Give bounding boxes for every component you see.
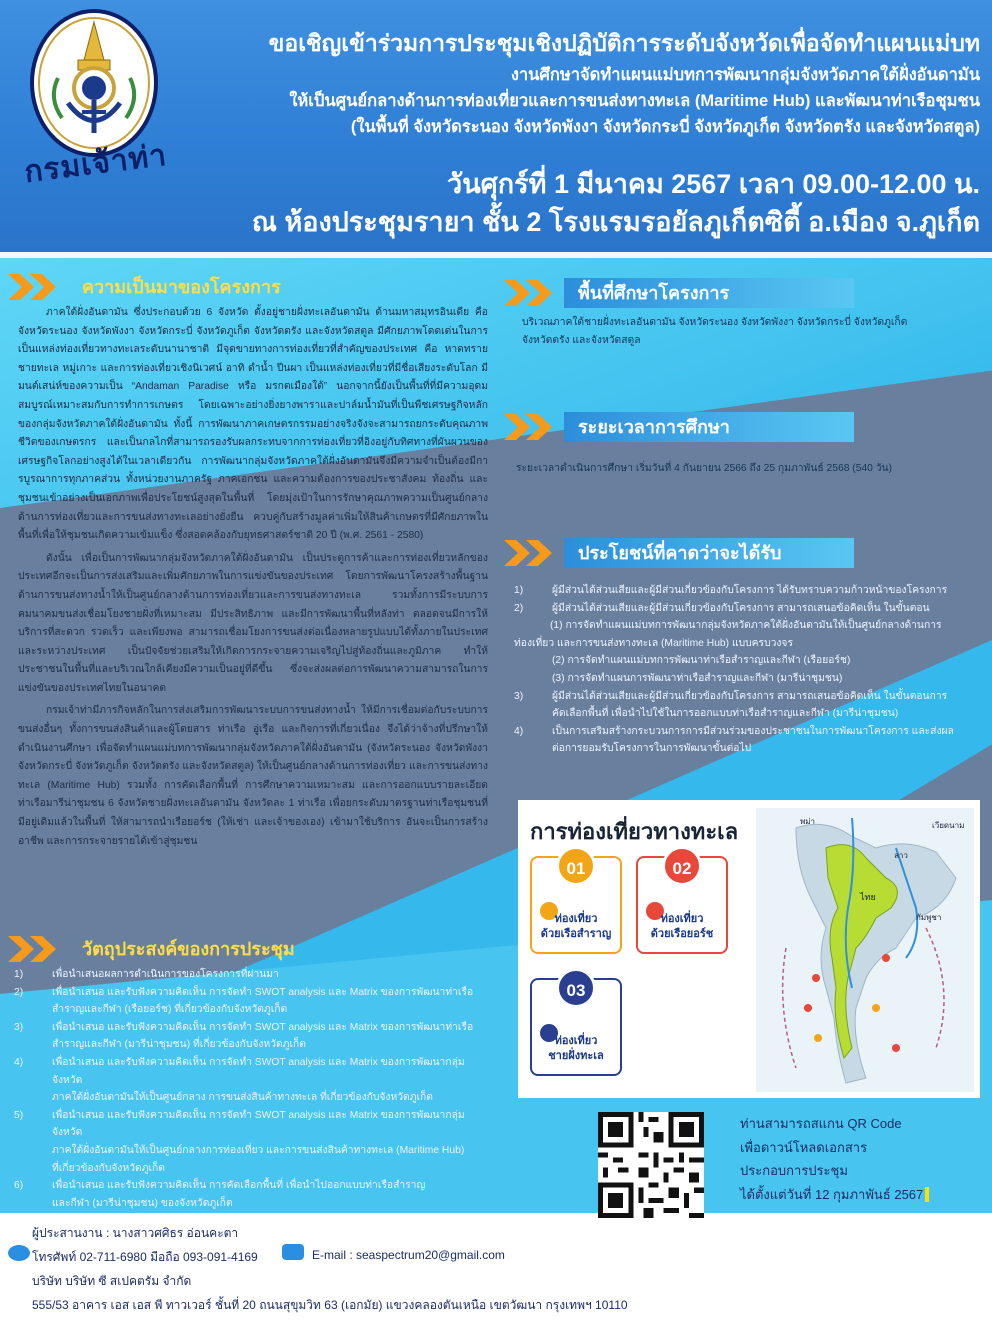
tile-label: ท่องเที่ยว ด้วยเรือสำราญ <box>540 913 612 940</box>
benefits-section-header <box>504 538 854 568</box>
objective-text: เพื่อนำเสนอ และรับฟังความคิดเห็น การจัดทำ SWOT analysis และ Matrix ของการพัฒนาท่าเรือ <box>52 1021 474 1033</box>
subtitle-line-3: (ในพื้นที่ จังหวัดระนอง จังหวัดพังงา จังหวัดกระบี่ จังหวัดภูเก็ต จังหวัดตรัง และจังหวัดสตูล) <box>350 118 980 136</box>
map-label-lao: ลาว <box>894 851 908 860</box>
study-area-section-header <box>504 278 854 308</box>
footer-phone[interactable]: โทรศัพท์ 02-711-6980 มือถือ 093-091-4169 <box>32 1250 258 1264</box>
map-label-thai: ไทย <box>860 892 876 902</box>
objective-item <box>14 966 494 984</box>
objective-text: ภาคใต้ฝั่งอันดามันให้เป็นศูนย์กลาง การขนส่งสินค้าทางทะเล ที่เกี่ยวข้องกับจังหวัดภูเก็ต <box>52 1092 433 1104</box>
benefit-item-2b: (2) การจัดทำแผนแม่บทการพัฒนาท่าเรือสำราญและกีฬา (เรือยอร์ช) <box>552 655 851 667</box>
chevron-arrows-icon <box>504 280 560 306</box>
benefits-title: ประโยชน์ที่คาดว่าจะได้รับ <box>564 538 854 568</box>
objective-item <box>14 1036 494 1054</box>
qr-line-4: ได้ตั้งแต่วันที่ 12 กุมภาพันธ์ 2567 <box>740 1183 929 1207</box>
qr-line-1: ท่านสามารถสแกน QR Code <box>740 1116 902 1131</box>
objective-number: 2) <box>14 986 24 998</box>
objective-text: และกีฬา (มารีน่าชุมชน) ของจังหวัดภูเก็ต <box>52 1197 233 1209</box>
study-area-line-1: บริเวณภาคใต้ชายฝั่งทะเลอันดามัน จังหวัดระนอง จังหวัดพังงา จังหวัดกระบี่ จังหวัดภูเก็ต <box>522 317 908 328</box>
tile-label: ท่องเที่ยว ชายฝั่งทะเล <box>548 1035 604 1062</box>
email-icon <box>282 1244 304 1260</box>
chevron-arrows-icon <box>8 936 64 962</box>
header <box>0 0 992 258</box>
background-paragraph-1: ภาคใต้ฝั่งอันดามัน ซึ่งประกอบด้วย 6 จังหวัด ตั้งอยู่ชายฝั่งทะเลอันดามัน ด้านมหาสมุทรอินเดีย คือ จังหวัดระนอง จังหวัดพังงา จังหวัดกระบี่ จังหวัดภูเก็ต จังหวัดตรัง และจังหวัดสตูล มีศักยภาพโดดเด่นในการเป็นแหล่งท่องเที่ยวทางทะเลระดับนานาชาติ มีจุดขายทางการท่องเที่ยวที่สำคัญของประเทศ คือ หาดทราย ชายทะเล หมู่เกาะ และการท่องเที่ยวเชิงนิเวศน์ อาทิ ดำน้ำ ปีนผา เป็นแหล่งท่องเที่ยวที่มีชื่อเสียงระดับโลก มีมนต์เสน่ห์ของความเป็น “Andaman Paradise หรือ มรกตเมืองใต้” นอกจากนี้ยังเป็นพื้นที่ที่มีความอุดมสมบูรณ์เหมาะสมกับการทำการเกษตร โดยเฉพาะอย่างยิ่งยางพาราและปาล์มน้ำมันที่เป็นพืชเศรษฐกิจหลักของกลุ่มจังหวัดภาคใต้ฝั่งอันดามัน ทั้งนี้ การพัฒนาภาคเกษตรกรรมอย่างจริงจังจะสามารถยกระดับคุณภาพชีวิตของเกษตรกร และเป็นกลไกที่สามารถรองรับผลกระทบจากการท่องเที่ยวที่อิงอยู่กับทิศทางที่ผันผวนของเศรษฐกิจโลกอย่างสูงได้ในเวลาเดียวกัน การพัฒนากลุ่มจังหวัดภาคใต้ฝั่งอันดามันจึงมีความจำเป็นต้องมีการบูรณาการทุกภาคส่วน ทั้งหน่วยงานภาครัฐ ภาคเอกชน และความต้องการของประชาสังคม ท้องถิ่น และชุมชนเข้าอย่างเป็นเอกภาพเพื่อประโยชน์สูงสุดในพื้นที่ โดยมุ่งเป้าในการรักษาคุณภาพความเป็นศูนย์กลางด้านการท่องเที่ยวและการขนส่งทางทะเลอย่างยั่งยืน ควบคู่กับสร้างมูลค่าเพิ่มให้สินค้าเกษตรที่มีศักยภาพในพื้นที่เพื่อให้ชุมชนเกิดความเข้มแข็ง ซึ่งสอดคล้องกับยุทธศาสตร์ชาติ 20 ปี (พ.ศ. 2561 - 2580) <box>18 307 488 542</box>
objective-number <box>14 1036 52 1054</box>
objective-item <box>14 1142 494 1160</box>
subtitle-line-1: งานศึกษาจัดทำแผนแม่บทการพัฒนากลุ่มจังหวัดภาคใต้ฝั่งอันดามัน <box>510 66 980 84</box>
objective-text: เพื่อนำเสนอผลการดำเนินการของโครงการที่ผ่านมา <box>52 969 279 980</box>
objective-item <box>14 1195 494 1213</box>
benefit-item-3-cont: คัดเลือกพื้นที่ เพื่อนำไปใช้ในการออกแบบท่าเรือสำราญและกีฬา (มารีน่าชุมชน) <box>552 708 899 720</box>
qr-instructions <box>740 1112 929 1206</box>
objective-text: ภาคใต้ฝั่งอันดามันให้เป็นศูนย์กลางการท่องเที่ยว และการขนส่งสินค้าทางทะเล (Maritime Hub) <box>52 1144 465 1156</box>
objective-number <box>14 1160 52 1178</box>
chevron-arrows-icon <box>504 414 560 440</box>
tile-number-badge: 03 <box>556 968 596 1008</box>
objective-number: 3) <box>14 1021 24 1033</box>
study-area-text <box>522 314 982 349</box>
tourism-tile-cruise <box>530 856 622 954</box>
objective-text: ที่เกี่ยวข้องกับจังหวัดภูเก็ต <box>52 1162 165 1174</box>
benefit-item-2: 2) ผู้มีส่วนได้ส่วนเสียและผู้มีส่วนเกี่ยวข้องกับโครงการ สามารถเสนอข้อคิดเห็น ในขั้นตอน <box>514 602 930 614</box>
meeting-venue: ณ ห้องประชุมรายา ชั้น 2 โรงแรมรอยัลภูเก็ตซิตี้ อ.เมือง จ.ภูเก็ต <box>251 207 980 237</box>
duration-text: ระยะเวลาดำเนินการศึกษา เริ่มวันที่ 4 กันยายน 2566 ถึง 25 กุมภาพันธ์ 2568 (540 วัน) <box>516 463 893 474</box>
objective-number <box>14 1089 52 1107</box>
objectives-list <box>14 966 494 1212</box>
tile-number-badge: 01 <box>556 846 596 886</box>
objective-item <box>14 1089 494 1107</box>
duration-section-header <box>504 412 854 442</box>
qr-line-2: เพื่อดาวน์โหลดเอกสาร <box>740 1139 868 1155</box>
benefit-item-2a: (1) การจัดทำแผนแม่บทการพัฒนากลุ่มจังหวัดภาคใต้ฝั่งอันดามันให้เป็นศูนย์กลางด้านการ <box>550 620 942 632</box>
objective-number: 1) <box>14 969 24 980</box>
tourism-tile-yacht <box>636 856 728 954</box>
background-section-header <box>8 272 295 302</box>
study-area-line-2: จังหวัดตรัง และจังหวัดสตูล <box>522 334 641 346</box>
objective-number <box>14 1142 52 1160</box>
objective-item <box>14 1107 494 1142</box>
qr-code[interactable] <box>598 1112 704 1218</box>
thailand-map <box>756 808 974 1092</box>
benefit-item-1: 1) ผู้มีส่วนได้ส่วนเสียและผู้มีส่วนเกี่ยวข้องกับโครงการ ได้รับทราบความก้าวหน้าของโครงการ <box>514 585 948 596</box>
map-label-myanmar: พม่า <box>800 817 816 826</box>
footer-email[interactable]: E-mail : seaspectrum20@gmail.com <box>312 1248 505 1262</box>
tile-number-badge: 02 <box>662 846 702 886</box>
objective-item <box>14 1054 494 1089</box>
benefits-list <box>514 582 984 758</box>
background-paragraph-3: กรมเจ้าท่ามีภารกิจหลักในการส่งเสริมการพัฒนาระบบการขนส่งทางน้ำ ให้มีการเชื่อมต่อกับระบบการขนส่งอื่นๆ ทั้งการขนส่งสินค้าและผู้โดยสาร ท่าเรือ อู่เรือ และกิจการที่เกี่ยวเนื่อง จึงได้ว่าจ้างที่ปรึกษาให้ดำเนินงานศึกษา เพื่อจัดทำแผนแม่บทการพัฒนากลุ่มจังหวัดภาคใต้ฝั่งอันดามัน (จังหวัดระนอง จังหวัดพังงา จังหวัดกระบี่ จังหวัดภูเก็ต จังหวัดตรัง และจังหวัดสตูล) ให้เป็นศูนย์กลางด้านการท่องเที่ยว และการขนส่งทางทะเล (Maritime Hub) รวมทั้ง การคัดเลือกพื้นที่ การศึกษาความเหมาะสม และการออกแบบรายละเอียด ท่าเรือมารีน่าชุมชน 6 จังหวัดชายฝั่งทะเลอันดามัน จังหวัดละ 1 ท่าเรือ เพื่อยกระดับมาตรฐานท่าเรือชุมชนที่มีอยู่เดิมแล้วในพื้นที่ ให้สามารถนำเรือยอร์ช (ให้เช่า และเจ้าของเอง) เข้ามาใช้บริการ อันจะเป็นการสร้างอาชีพ และการกระจายรายได้เข้าสู่ชุมชน <box>18 705 488 847</box>
meeting-date: วันศุกร์ที่ 1 มีนาคม 2567 เวลา 09.00-12.00 น. <box>447 169 980 199</box>
subtitle-line-2: ให้เป็นศูนย์กลางด้านการท่องเที่ยวและการขนส่งทางทะเล (Maritime Hub) และพัฒนาท่าเรือชุมชน <box>289 92 980 110</box>
objective-text: สำราญและกีฬา (เรือยอร์ช) ที่เกี่ยวข้องกับจังหวัดภูเก็ต <box>52 1004 288 1016</box>
tile-label: ท่องเที่ยว ด้วยเรือยอร์ช <box>650 913 714 940</box>
objective-text: เพื่อนำเสนอ และรับฟังความคิดเห็น การจัดทำ SWOT analysis และ Matrix ของการพัฒนาท่าเรือ <box>52 986 474 998</box>
objective-number <box>14 1195 52 1213</box>
benefit-item-2c: (3) การจัดทำแผนการพัฒนาท่าเรือสำราญและกีฬา (มารีน่าชุมชน) <box>552 672 843 684</box>
chevron-arrows-icon <box>8 274 64 300</box>
objective-number: 6) <box>14 1180 24 1192</box>
page-title: ขอเชิญเข้าร่วมการประชุมเชิงปฏิบัติการระดับจังหวัดเพื่อจัดทำแผนแม่บท <box>268 30 980 56</box>
objective-item <box>14 1160 494 1178</box>
objective-item <box>14 984 494 1002</box>
logo-text: กรมเจ้าท่า <box>22 137 169 191</box>
marine-tourism-panel <box>518 800 980 1098</box>
background-title: ความเป็นมาของโครงการ <box>82 277 281 297</box>
phone-icon <box>8 1245 30 1261</box>
tourism-tile-coastal <box>530 978 622 1076</box>
objectives-section-header <box>8 934 309 964</box>
objective-text: สำราญและกีฬา (มารีน่าชุมชน) ที่เกี่ยวข้องกับจังหวัดภูเก็ต <box>52 1039 306 1051</box>
duration-title: ระยะเวลาการศึกษา <box>564 412 854 442</box>
objective-text: เพื่อนำเสนอ และรับฟังความคิดเห็น การคัดเลือกพื้นที่ เพื่อนำไปออกแบบท่าเรือสำราญ <box>52 1180 426 1192</box>
benefit-item-2a-cont: ท่องเที่ยว และการขนส่งทางทะเล (Maritime Hub) แบบครบวงจร <box>514 637 793 649</box>
background-text <box>18 304 488 851</box>
objectives-title: วัตถุประสงค์ของการประชุม <box>82 939 295 959</box>
background-paragraph-2: ดังนั้น เพื่อเป็นการพัฒนากลุ่มจังหวัดภาคใต้ฝั่งอันดามัน เป็นประตูการค้าและการท่องเที่ยวหลักของประเทศอีกจะเป็นการส่งเสริมและเพิ่มศักยภาพในการแข่งขันของประเทศ โดยการพัฒนาโครงสร้างพื้นฐานด้านการขนส่งทางน้ำให้เป็นศูนย์กลางด้านการท่องเที่ยวและการขนส่งทางทะเล รวมทั้งการมีระบบการคมนาคมขนส่งเชื่อมโยงชายฝั่งที่เหมาะสม มีประสิทธิภาพ และมีการพัฒนาพื้นที่หลังท่า ตลอดจนมีการให้บริการที่สะดวก รวดเร็ว และเพียงพอ สามารถเชื่อมโยงการขนส่งต่อเนื่องหลายรูปแบบได้ทั้งภายในประเทศและระหว่างประเทศ เป็นปัจจัยช่วยเสริมให้เกิดการกระจายความเจริญไปสู่ท้องถิ่นและภูมิภาค ทำให้ประชาชนในพื้นที่และบริเวณใกล้เคียงมีความเป็นอยู่ที่ดีขึ้น ซึ่งจะส่งผลต่อการพัฒนาความสามารถในการแข่งขันของประเทศไทยในอนาคต <box>18 552 488 694</box>
benefit-item-4: 4) เป็นการเสริมสร้างกระบวนการการมีส่วนร่วมของประชาชนในการพัฒนาโครงการ และส่งผล <box>514 725 954 737</box>
map-label-vietnam: เวียดนาม <box>932 821 965 830</box>
benefit-item-4-cont: ต่อการยอมรับโครงการในการพัฒนาขั้นต่อไป <box>552 743 752 755</box>
objective-text: เพื่อนำเสนอ และรับฟังความคิดเห็น การจัดทำ SWOT analysis และ Matrix ของการพัฒนากลุ่มจังหวัด <box>52 1056 465 1086</box>
footer-coordinator: ผู้ประสานงาน : นางสาวศศิธร อ่อนคะตา <box>32 1226 239 1240</box>
objective-number <box>14 1001 52 1019</box>
benefit-item-3: 3) ผู้มีส่วนได้ส่วนเสียและผู้มีส่วนเกี่ยวข้องกับโครงการ สามารถเสนอข้อคิดเห็น ในขั้นตอนการ <box>514 690 948 702</box>
footer-company: บริษัท บริษัท ซี สเปคตรัม จำกัด <box>32 1274 192 1288</box>
objective-text: เพื่อนำเสนอ และรับฟังความคิดเห็น การจัดทำ SWOT analysis และ Matrix ของการพัฒนากลุ่มจังหวัด <box>52 1109 465 1139</box>
objective-number: 5) <box>14 1109 24 1121</box>
map-label-cambodia: กัมพูชา <box>916 913 942 922</box>
marine-tourism-title: การท่องเที่ยวทางทะเล <box>530 819 739 844</box>
study-area-title: พื้นที่ศึกษาโครงการ <box>564 278 854 308</box>
objective-item <box>14 1177 494 1195</box>
qr-line-3: ประกอบการประชุม <box>740 1163 848 1178</box>
objective-item <box>14 1001 494 1019</box>
chevron-arrows-icon <box>504 540 560 566</box>
footer-address: 555/53 อาคาร เอส เอส พี ทาวเวอร์ ชั้นที่ 20 ถนนสุขุมวิท 63 (เอกมัย) แขวงคลองตันเหนือ เขตวัฒนา กรุงเทพฯ 10110 <box>32 1298 628 1312</box>
objective-item <box>14 1019 494 1037</box>
objective-number: 4) <box>14 1056 24 1068</box>
